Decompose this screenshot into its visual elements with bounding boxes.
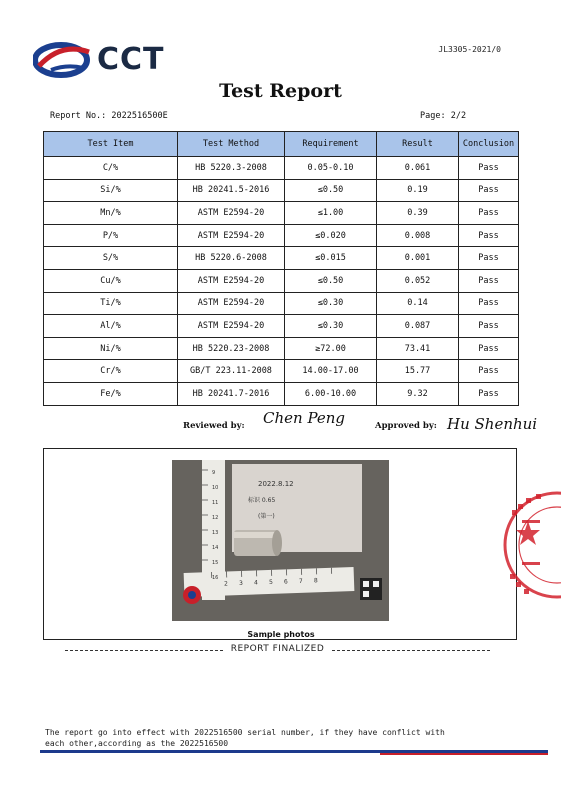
requirement-cell: ≤0.015: [285, 247, 377, 270]
conclusion-cell: Pass: [459, 315, 519, 338]
report-number: Report No.: 2022516500E: [50, 111, 168, 121]
ruler-number: 15: [212, 560, 219, 566]
requirement-cell: ≤0.50: [285, 179, 377, 202]
test-method-cell: HB 20241.5-2016: [178, 179, 285, 202]
result-cell: 0.087: [377, 315, 459, 338]
requirement-cell: ≤0.30: [285, 292, 377, 315]
sample-photo-frame: [43, 448, 517, 640]
test-method-cell: GB/T 223.11-2008: [178, 360, 285, 383]
requirement-cell: 6.00-10.00: [285, 382, 377, 405]
table-row: [44, 157, 519, 180]
footnote-text: The report go into effect with 2022516500 serial number, if they have conflict with each other,according as the 2022516500: [45, 728, 445, 748]
ruler-number: 9: [212, 470, 216, 476]
column-header: Requirement: [285, 132, 377, 157]
sample-photo: [172, 460, 389, 621]
reviewed-by-label: Reviewed by:: [183, 421, 245, 431]
result-cell: 0.19: [377, 179, 459, 202]
result-cell: 0.001: [377, 247, 459, 270]
test-item-cell: Fe/%: [44, 382, 178, 405]
column-header: Test Method: [178, 132, 285, 157]
table-row: [44, 224, 519, 247]
conclusion-cell: Pass: [459, 247, 519, 270]
conclusion-cell: Pass: [459, 292, 519, 315]
company-logo: [33, 40, 163, 80]
table-header-row: [44, 132, 519, 157]
table-row: [44, 269, 519, 292]
table-row: [44, 382, 519, 405]
conclusion-cell: Pass: [459, 202, 519, 225]
sample-label-note: (第一): [258, 513, 275, 520]
result-cell: 15.77: [377, 360, 459, 383]
ruler-number: 11: [212, 500, 219, 506]
brand-name: CCT: [97, 42, 165, 77]
result-cell: 0.052: [377, 269, 459, 292]
test-item-cell: P/%: [44, 224, 178, 247]
result-cell: 9.32: [377, 382, 459, 405]
table-row: [44, 360, 519, 383]
ruler-number: 16: [212, 575, 219, 581]
page-number: Page: 2/2: [420, 111, 467, 121]
results-table: [43, 131, 519, 406]
requirement-cell: ≤0.30: [285, 315, 377, 338]
ruler-number: 2: [223, 580, 228, 588]
reviewer-signature: Chen Peng: [263, 409, 346, 427]
ruler-number: 8: [313, 577, 318, 585]
requirement-cell: 0.05-0.10: [285, 157, 377, 180]
page-title: Test Report: [219, 80, 342, 102]
table-row: [44, 292, 519, 315]
test-item-cell: Cr/%: [44, 360, 178, 383]
requirement-cell: ≤0.020: [285, 224, 377, 247]
report-finalized-label: REPORT FINALIZED: [230, 644, 325, 654]
test-method-cell: HB 5220.3-2008: [178, 157, 285, 180]
column-header: Conclusion: [459, 132, 519, 157]
column-header: Test Item: [44, 132, 178, 157]
report-finalized-banner: [65, 644, 490, 656]
test-method-cell: ASTM E2594-20: [178, 292, 285, 315]
conclusion-cell: Pass: [459, 337, 519, 360]
conclusion-cell: Pass: [459, 360, 519, 383]
test-method-cell: HB 5220.6-2008: [178, 247, 285, 270]
conclusion-cell: Pass: [459, 224, 519, 247]
table-row: [44, 337, 519, 360]
ruler-number: 6: [283, 578, 288, 586]
test-item-cell: Al/%: [44, 315, 178, 338]
test-item-cell: Mn/%: [44, 202, 178, 225]
ruler-number: 10: [212, 485, 219, 491]
approver-signature: Hu Shenhui: [447, 415, 538, 433]
test-method-cell: ASTM E2594-20: [178, 269, 285, 292]
test-item-cell: Ti/%: [44, 292, 178, 315]
ruler-number: 5: [268, 578, 273, 586]
test-method-cell: ASTM E2594-20: [178, 224, 285, 247]
conclusion-cell: Pass: [459, 269, 519, 292]
requirement-cell: ≤0.50: [285, 269, 377, 292]
test-item-cell: Si/%: [44, 179, 178, 202]
table-row: [44, 247, 519, 270]
result-cell: 0.061: [377, 157, 459, 180]
photo-caption: Sample photos: [247, 630, 315, 639]
ruler-number: 14: [212, 545, 219, 551]
company-seal-stamp: [502, 490, 561, 600]
approved-by-label: Approved by:: [375, 421, 437, 431]
test-method-cell: HB 5220.23-2008: [178, 337, 285, 360]
ruler-number: 12: [212, 515, 219, 521]
requirement-cell: ≥72.00: [285, 337, 377, 360]
logo-globe-icon: [33, 40, 95, 80]
conclusion-cell: Pass: [459, 157, 519, 180]
footer-red-bar: [380, 753, 548, 755]
document-code: JL3305-2021/0: [438, 45, 501, 54]
test-item-cell: Ni/%: [44, 337, 178, 360]
ruler-number: 13: [212, 530, 219, 536]
test-item-cell: C/%: [44, 157, 178, 180]
ruler-number: 7: [298, 577, 303, 585]
conclusion-cell: Pass: [459, 382, 519, 405]
table-row: [44, 179, 519, 202]
test-item-cell: Cu/%: [44, 269, 178, 292]
test-method-cell: ASTM E2594-20: [178, 315, 285, 338]
ruler-number: 4: [253, 579, 258, 587]
test-method-cell: ASTM E2594-20: [178, 202, 285, 225]
conclusion-cell: Pass: [459, 179, 519, 202]
requirement-cell: ≤1.00: [285, 202, 377, 225]
test-item-cell: S/%: [44, 247, 178, 270]
requirement-cell: 14.00-17.00: [285, 360, 377, 383]
table-row: [44, 202, 519, 225]
column-header: Result: [377, 132, 459, 157]
table-row: [44, 315, 519, 338]
result-cell: 0.008: [377, 224, 459, 247]
sample-photo-illustration: [172, 460, 389, 621]
sample-label-date: 2022.8.12: [258, 480, 294, 488]
result-cell: 0.39: [377, 202, 459, 225]
test-method-cell: HB 20241.7-2016: [178, 382, 285, 405]
ruler-number: 3: [238, 579, 243, 588]
divider: [332, 650, 490, 651]
sample-label-id: 标识 0.65: [248, 497, 276, 504]
result-cell: 0.14: [377, 292, 459, 315]
result-cell: 73.41: [377, 337, 459, 360]
